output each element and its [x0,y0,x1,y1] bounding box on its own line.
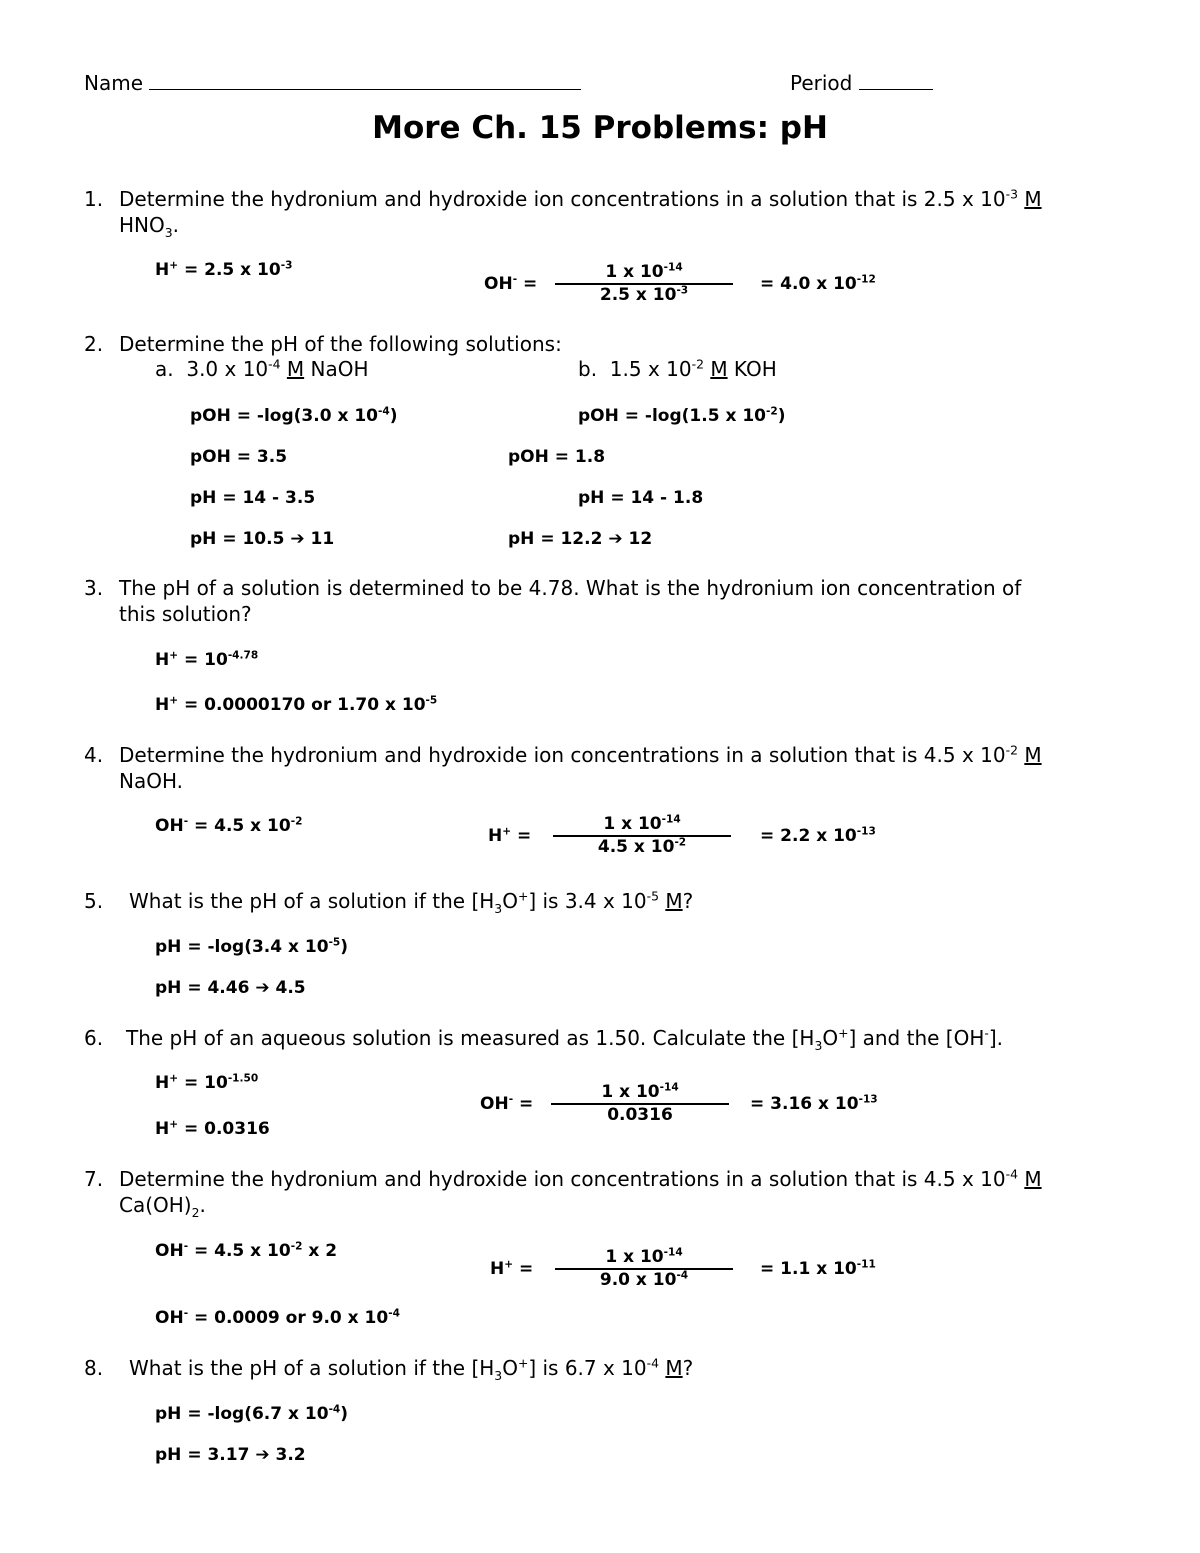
q3-answer2: H+ = 0.0000170 or 1.70 x $10^{-5}$ [155,694,438,715]
q8-answer2: pH = 3.17 ➔ 3.2 [155,1445,306,1465]
q4-text-cont: NaOH. [119,769,184,793]
q5-answer2: pH = 4.46 ➔ 4.5 [155,978,306,998]
q2a-step3: pH = 14 - 3.5 [190,488,316,508]
q2-part-a: a. 3.0 x $10^{-4}$ M NaOH [155,356,369,381]
period-blank[interactable] [859,71,933,90]
q7-text: Determine the hydronium and hydroxide ion concentrations in a solution that is 4.5 x $10^{-4}$ M [119,1166,1042,1191]
period-label: Period [790,71,853,95]
q1-text: Determine the hydronium and hydroxide ion concentrations in a solution that is 2.5 x $10^{-3}$ M [119,186,1042,211]
q7-number: 7. [84,1167,104,1191]
q1-fraction: 1 x $10^{-14}$ 2.5 x $10^{-3}$ [555,262,733,305]
q6-number: 6. [84,1026,104,1050]
q2-part-b: b. 1.5 x $10^{-2}$ M KOH [578,356,777,381]
q8-text: What is the pH of a solution if the $[H_3O^+]$ is 6.7 x $10^{-4}$ M? [129,1355,694,1383]
q6-text: The pH of an aqueous solution is measured as 1.50. Calculate the $[H_3O^+]$ and the [OH-]. [126,1025,1004,1053]
q6-oh-label: OH- = [480,1093,534,1114]
q4-fraction: 1 x $10^{-14}$ 4.5 x $10^{-2}$ [553,814,731,857]
period-field [790,70,933,96]
q6-result: = 3.16 x $10^{-13}$ [750,1093,878,1114]
q3-answer1: $H^+ = 10^{-4.78}$ [155,649,259,670]
q5-number: 5. [84,889,104,913]
q2a-step1: pOH = -log(3.0 x $10^{-4}$) [190,405,398,426]
q4-oh-answer: OH- = 4.5 x $10^{-2}$ [155,815,303,836]
q3-text-line1: The pH of a solution is determined to be 4.78. What is the hydronium ion concentration of [119,576,1022,600]
q7-fraction: 1 x $10^{-14}$ 9.0 x $10^{-4}$ [555,1247,733,1290]
q1-number: 1. [84,187,104,211]
arrow-icon: ➔ [255,978,270,998]
name-label: Name [84,71,144,95]
q8-answer1: pH = -log(6.7 x $10^{-4}$) [155,1403,349,1424]
page-title: More Ch. 15 Problems: pH [372,110,828,146]
q2-text: Determine the pH of the following solutions: [119,332,562,356]
q1-text-cont: $HNO_3$. [119,213,179,240]
q6-fraction: 1 x $10^{-14}$ 0.0316 [551,1082,729,1125]
q5-text: What is the pH of a solution if the $[H_3O^+]$ is 3.4 x $10^{-5}$ M? [129,888,694,916]
q2b-step4: pH = 12.2 ➔ 12 [508,529,653,549]
q4-result: = 2.2 x $10^{-13}$ [760,825,876,846]
q6-answer2: H+ = 0.0316 [155,1118,270,1139]
q7-h-label: H+ = [490,1258,534,1279]
q3-number: 3. [84,576,104,600]
q7-text-cont: $Ca(OH)_2$. [119,1193,206,1220]
q4-number: 4. [84,743,104,767]
arrow-icon: ➔ [608,529,623,549]
q2b-step1: pOH = -log(1.5 x $10^{-2}$) [578,405,786,426]
q1-oh-label: OH- = [484,273,538,294]
q3-text-line2: this solution? [119,602,252,626]
q1-result: = 4.0 x $10^{-12}$ [760,273,876,294]
name-blank[interactable] [149,71,581,90]
q5-answer1: pH = -log(3.4 x $10^{-5}$) [155,936,349,957]
q2a-step4: pH = 10.5 ➔ 11 [190,529,335,549]
name-field [84,70,581,96]
q7-oh-answer1: OH- = 4.5 x $10^{-2}$ x 2 [155,1240,338,1261]
arrow-icon: ➔ [290,529,305,549]
q2b-step3: pH = 14 - 1.8 [578,488,704,508]
q4-text: Determine the hydronium and hydroxide ion concentrations in a solution that is 4.5 x $10^{-2}$ M [119,742,1042,767]
q6-answer1: $H^+ = 10^{-1.50}$ [155,1072,259,1093]
q2a-step2: pOH = 3.5 [190,447,288,467]
q2-number: 2. [84,332,104,356]
q2b-step2: pOH = 1.8 [508,447,606,467]
q4-h-label: H+ = [488,825,532,846]
q1-h-answer: H+ = 2.5 x $10^{-3}$ [155,259,293,280]
arrow-icon: ➔ [255,1445,270,1465]
q8-number: 8. [84,1356,104,1380]
q7-result: = 1.1 x $10^{-11}$ [760,1258,876,1279]
q7-oh-answer2: OH- = 0.0009 or 9.0 x $10^{-4}$ [155,1307,400,1328]
